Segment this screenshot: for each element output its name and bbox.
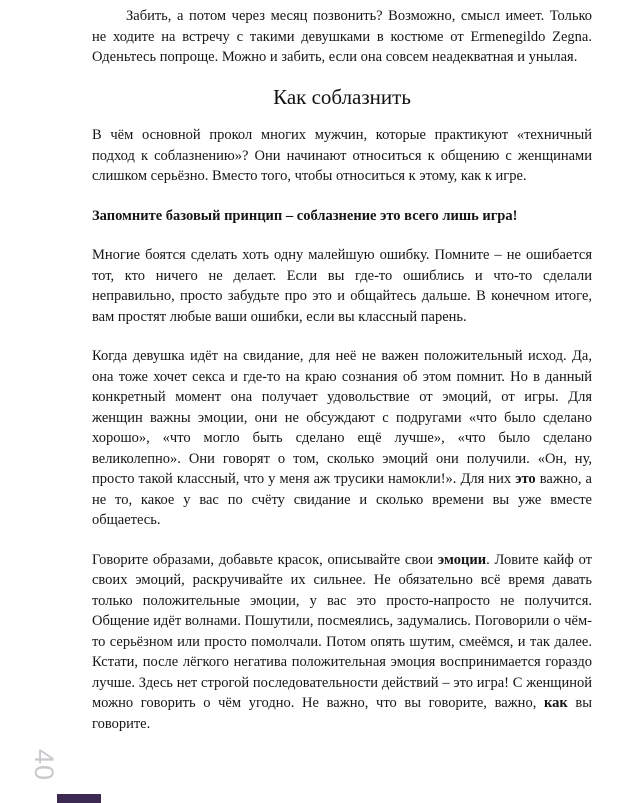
emphasis-text: как: [543, 695, 568, 711]
emphasis-text: это: [515, 471, 536, 487]
emphasis-text: эмоции: [437, 551, 487, 568]
paragraph-speak-images: [92, 550, 592, 735]
paragraph-date-emotions: [92, 346, 592, 531]
paragraph-principle: [92, 206, 592, 227]
paragraph-intro: [92, 6, 592, 68]
text-run: . Ловите кайф от своих эмоций, раскручивайте их сильнее. Не обязательно всё время давать только положительные эмоции, у вас это просто-напросто не получится. Общение идёт волнами. Пошутили, посмеялись, задумались. Поговорили о чём-то серьёзном или просто помолчали. Потом опять шутим, смеёмся, и так далее. Кстати, после лёгкого негатива положительная эмоция воспринимается гораздо лучше. Здесь нет строгой последовательности действий – это игра! С женщиной можно говорить о чём угодно. Не важно, что вы говорите, важно,: [92, 551, 592, 711]
emphasis-text: Запомните базовый принцип – соблазнение это всего лишь игра!: [92, 207, 518, 224]
chapter-heading: Как соблазнить: [273, 84, 411, 109]
text-run: Когда девушка идёт на свидание, для неё не важен положительный исход. Да, она тоже хочет секса и где-то на краю сознания об этом помнит. Но в данный конкретный момент она получает удовольствие от эмоций, от игры. Для женщин важны эмоции, они не обсуждают с подругами «что было сделано хорошо», «что могло быть сделано ещё лучше», «что было сделано великолепно». Они говорят о том, сколько эмоций они получили. «Он, ну, просто такой классный, что у меня аж трусики намокли!». Для них: [92, 348, 592, 487]
page-number: 40: [29, 748, 60, 782]
paragraph-mistakes: [92, 245, 592, 327]
text-run: В чём основной прокол многих мужчин, которые практикуют «техничный подход к соблазнению»? Они начинают относиться к общению с женщинами слишком серьёзно. Вместо того, чтобы относиться к этому, как к игре.: [92, 127, 592, 184]
text-run: Говорите образами, добавьте красок, описывайте свои: [92, 551, 438, 568]
text-run: Многие боятся сделать хоть одну малейшую ошибку. Помните – не ошибается тот, кто ничего не делает. Если вы где-то ошиблись и что-то сделали неправильно, просто забудьте про это и общайтесь дальше. В конечном итоге, вам простят любые ваши ошибки, если вы классный парень.: [92, 247, 592, 325]
text-run: вы говорите.: [92, 695, 592, 732]
text-run: важно, а не то, какое у вас по счёту свидание и сколько времени вы уже вместе общаетесь.: [92, 471, 592, 528]
paragraph-problem: [92, 125, 592, 187]
corner-accent-bar: [57, 794, 101, 803]
text-run: Забить, а потом через месяц позвонить? Возможно, смысл имеет. Только не ходите на встречу с такими девушками в костюме от Ermenegildo Zegna. Оденьтесь попроще. Можно и забить, если она совсем неадекватная и унылая.: [92, 8, 592, 65]
page-content: [92, 6, 592, 753]
